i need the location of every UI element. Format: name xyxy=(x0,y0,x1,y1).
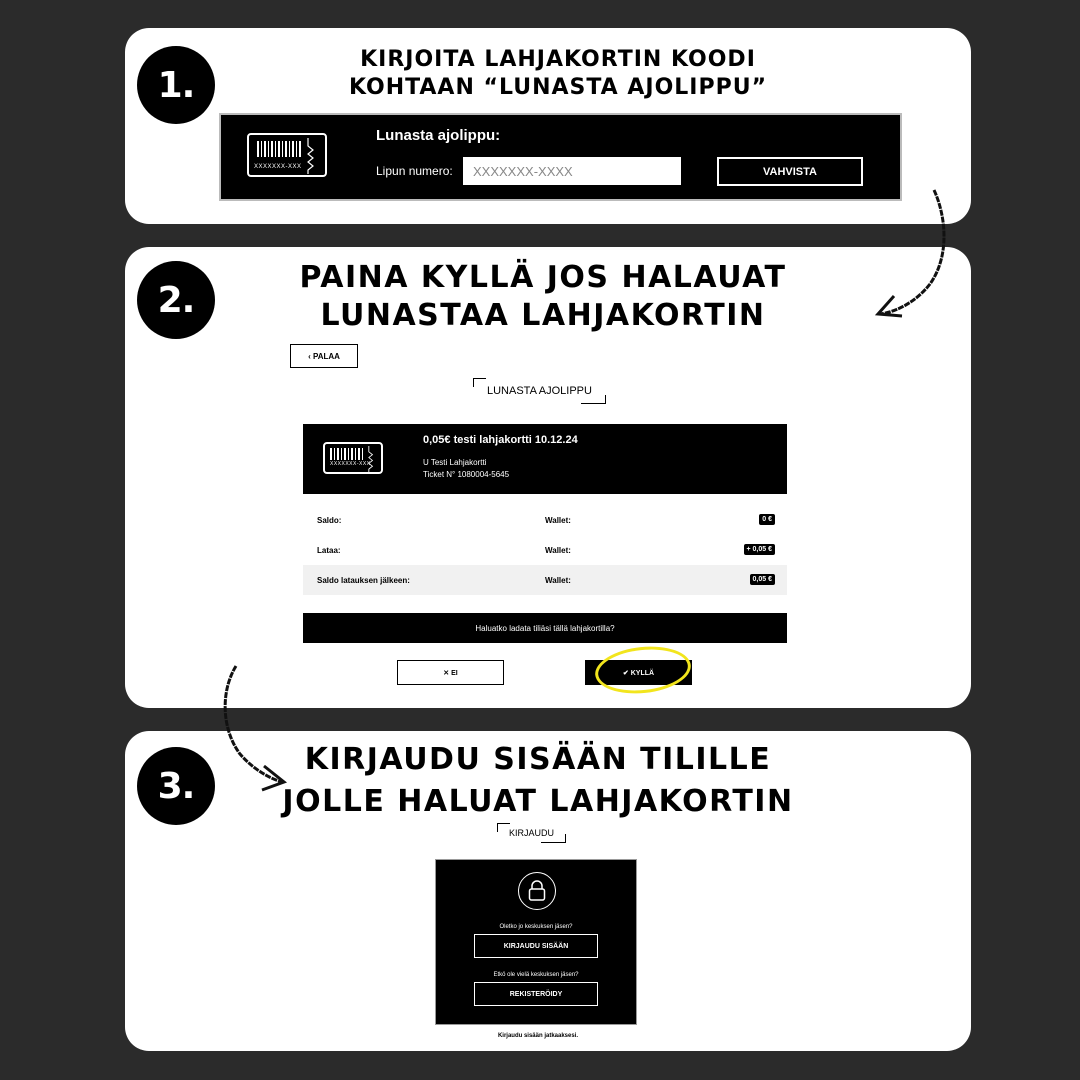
gift-card-holder: U Testi Lahjakortti xyxy=(423,458,487,467)
redeem-ticket-panel xyxy=(219,113,902,201)
member-question: Oletko jo keskuksen jäsen? xyxy=(499,924,573,930)
step-heading xyxy=(125,46,971,101)
perforation-icon xyxy=(367,446,375,472)
no-button[interactable] xyxy=(397,660,504,685)
step-2-card xyxy=(125,247,971,708)
highlight-circle xyxy=(593,642,693,698)
redeem-confirm-screen xyxy=(287,342,791,690)
ticket-number-input[interactable] xyxy=(463,157,681,185)
ticket-code-label: XXXXXXX-XXX xyxy=(330,461,371,467)
row-amount-badge: + 0,05 € xyxy=(744,544,776,555)
close-icon: ✕ xyxy=(443,669,452,677)
back-button-label: PALAA xyxy=(312,351,340,361)
login-footer-text: Kirjaudu sisään jatkaaksesi. xyxy=(497,1033,579,1039)
step-1-card xyxy=(125,28,971,224)
login-button[interactable]: KIRJAUDU SISÄÄN xyxy=(474,934,598,958)
redeem-title: Lunasta ajolippu: xyxy=(376,127,501,144)
step-heading xyxy=(125,259,971,336)
heading-line-1: PAINA KYLLÄ JOS HALAUAT xyxy=(299,260,787,295)
row-amount-badge: 0,05 € xyxy=(750,574,775,585)
table-row xyxy=(303,565,787,595)
balance-table xyxy=(303,505,787,595)
no-button-label: EI xyxy=(451,669,458,677)
barcode-icon xyxy=(257,141,301,157)
page-title: LUNASTA AJOLIPPU xyxy=(473,378,606,404)
confirm-question: Haluatko ladata tiliäsi tällä lahjakortilla? xyxy=(303,613,787,643)
step-number: 3. xyxy=(137,747,215,825)
row-label: Saldo: xyxy=(317,516,342,525)
chevron-left-icon: ‹ xyxy=(308,351,313,361)
step-number: 2. xyxy=(137,261,215,339)
yes-button-label: KYLLÄ xyxy=(630,669,655,677)
page-title: KIRJAUDU xyxy=(497,823,566,843)
gift-card-title: 0,05€ testi lahjakortti 10.12.24 xyxy=(423,434,578,446)
perforation-icon xyxy=(307,138,315,174)
gift-card-banner xyxy=(303,424,787,494)
ticket-code-label: XXXXXXX-XXX xyxy=(254,164,302,170)
confirm-button[interactable]: VAHVISTA xyxy=(717,157,863,186)
login-box xyxy=(435,859,637,1025)
ticket-icon xyxy=(247,133,327,177)
row-wallet: Wallet: xyxy=(545,576,571,585)
row-wallet: Wallet: xyxy=(545,546,571,555)
arrow-down-icon xyxy=(872,186,952,321)
gift-card-ticket-number: Ticket N° 1080004-5645 xyxy=(423,470,510,479)
login-screen xyxy=(433,823,643,1051)
heading-line-2: KOHTAAN “LUNASTA AJOLIPPU” xyxy=(348,74,768,100)
row-label: Lataa: xyxy=(317,546,341,555)
table-row xyxy=(303,535,787,565)
lock-icon xyxy=(518,872,556,910)
heading-line-1: KIRJAUDU SISÄÄN TILILLE xyxy=(304,742,772,777)
checkmark-icon: ✔ xyxy=(622,669,631,677)
ticket-number-label: Lipun numero: xyxy=(376,164,453,178)
ticket-icon xyxy=(323,442,383,474)
row-wallet: Wallet: xyxy=(545,516,571,525)
row-label: Saldo latauksen jälkeen: xyxy=(317,576,410,585)
row-amount-badge: 0 € xyxy=(759,514,775,525)
table-row xyxy=(303,505,787,535)
step-number: 1. xyxy=(137,46,215,124)
heading-line-1: KIRJOITA LAHJAKORTIN KOODI xyxy=(360,47,756,72)
barcode-icon xyxy=(330,448,364,460)
arrow-down-icon xyxy=(216,662,296,792)
heading-line-2: JOLLE HALUAT LAHJAKORTIN xyxy=(282,784,794,819)
back-button[interactable] xyxy=(290,344,358,368)
register-button[interactable]: REKISTERÖIDY xyxy=(474,982,598,1006)
not-member-question: Etkö ole vielä keskuksen jäsen? xyxy=(493,972,579,978)
heading-line-2: LUNASTAA LAHJAKORTIN xyxy=(320,298,766,334)
